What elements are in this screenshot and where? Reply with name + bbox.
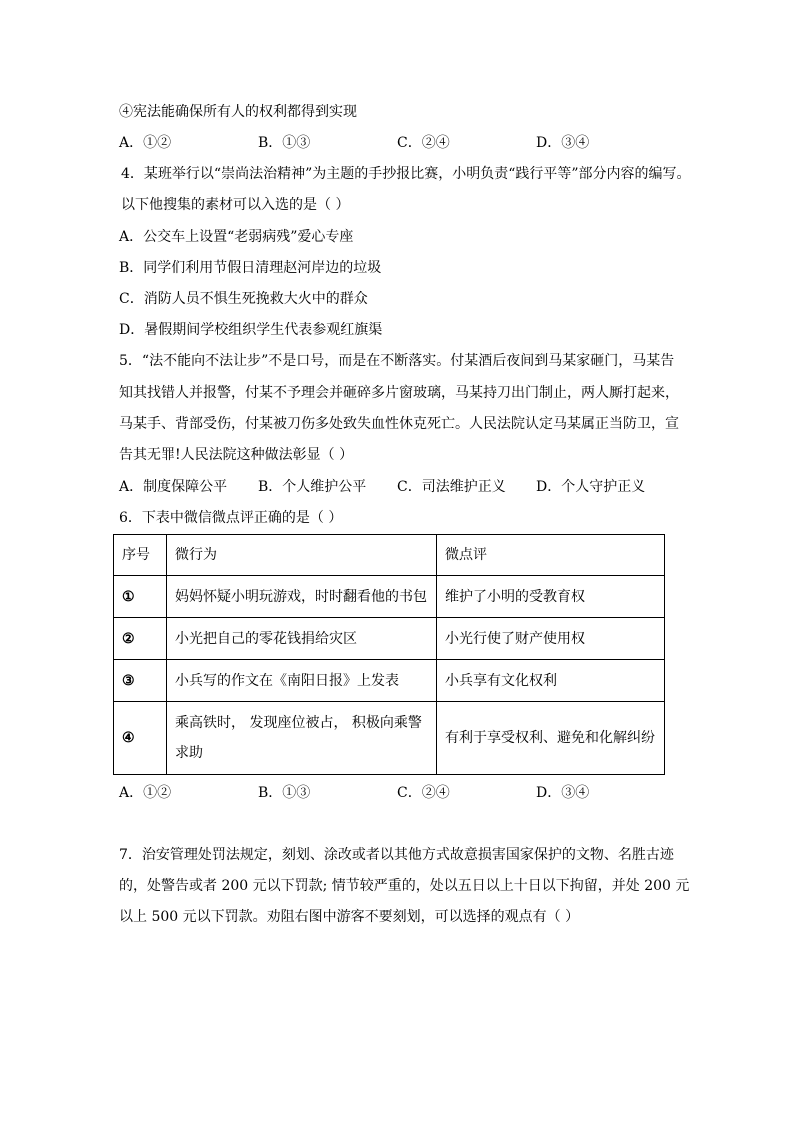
row-no: ①: [114, 576, 167, 618]
table-row: [114, 576, 665, 618]
table-header-row: [114, 535, 665, 576]
q5-stem-line-3: 马某手、背部受伤，付某被刀伤多处致失血性休克死亡。人民法院认定马某属正当防卫，宣: [119, 416, 679, 432]
q6-option-d: D．③④: [536, 785, 590, 801]
q6-option-a: A．①②: [119, 785, 172, 801]
q7-stem-line-1: 7．治安管理处罚法规定，刻划、涂改或者以其他方式故意损害国家保护的文物、名胜古迹: [119, 847, 674, 863]
q5-option-a: A．制度保障公平: [119, 479, 228, 495]
row-comment: 小光行使了财产使用权: [437, 618, 665, 660]
row-no: ②: [114, 618, 167, 660]
row-act: 乘高铁时， 发现座位被占， 积极向乘警求助: [167, 702, 437, 775]
q6-option-c: C．②④: [397, 785, 450, 801]
row-comment: 维护了小明的受教育权: [437, 576, 665, 618]
q5-stem-line-1: 5．“法不能向不法让步”不是口号，而是在不断落实。付某酒后夜间到马某家砸门，马某告: [119, 353, 675, 369]
row-act: 小兵写的作文在《南阳日报》上发表: [167, 660, 437, 702]
q6-stem: 6．下表中微信微点评正确的是（ ）: [119, 510, 343, 526]
row-comment: 小兵享有文化权利: [437, 660, 665, 702]
q4-stem-line-2: 以下他搜集的素材可以入选的是（ ）: [121, 197, 350, 213]
header-comment: 微点评: [437, 535, 665, 576]
q4-option-b: B．同学们利用节假日清理赵河岸边的垃圾: [119, 260, 382, 276]
q5-option-b: B．个人维护公平: [258, 479, 367, 495]
header-act: 微行为: [167, 535, 437, 576]
q4-option-a: A．公交车上设置“老弱病残”爱心专座: [119, 229, 354, 245]
q3-option-b: B．①③: [258, 135, 311, 151]
q4-option-c: C．消防人员不惧生死挽救大火中的群众: [119, 291, 368, 307]
q3-option-c: C．②④: [397, 135, 450, 151]
q6-table: [113, 534, 665, 775]
q5-option-c: C．司法维护正义: [397, 479, 506, 495]
row-no: ③: [114, 660, 167, 702]
row-act: 妈妈怀疑小明玩游戏，时时翻看他的书包: [167, 576, 437, 618]
q3-option-a: A．①②: [119, 135, 172, 151]
q4-option-d: D．暑假期间学校组织学生代表参观红旗渠: [119, 322, 383, 338]
table-row: [114, 660, 665, 702]
row-comment: 有利于享受权利、避免和化解纠纷: [437, 702, 665, 775]
header-no: 序号: [114, 535, 167, 576]
q6-option-b: B．①③: [258, 785, 311, 801]
q4-stem-line-1: 4．某班举行以“崇尚法治精神”为主题的手抄报比赛，小明负责“践行平等”部分内容的编写。: [121, 166, 691, 182]
q7-stem-line-2: 的，处警告或者 200 元以下罚款; 情节较严重的，处以五日以上十日以下拘留，并处 200 元: [119, 878, 690, 894]
q7-stem-line-3: 以上 500 元以下罚款。劝阻右图中游客不要刻划，可以选择的观点有（ ）: [119, 909, 580, 925]
q5-option-d: D．个人守护正义: [536, 479, 646, 495]
q3-statement-4: ④宪法能确保所有人的权利都得到实现: [119, 104, 357, 120]
q5-stem-line-4: 告其无罪!人民法院这种做法彰显（ ）: [119, 447, 354, 463]
q5-stem-line-2: 知其找错人并报警，付某不予理会并砸碎多片窗玻璃，马某持刀出门制止，两人厮打起来，: [119, 385, 679, 401]
table-row: [114, 618, 665, 660]
table-row: [114, 702, 665, 775]
row-act: 小光把自己的零花钱捐给灾区: [167, 618, 437, 660]
q3-option-d: D．③④: [536, 135, 590, 151]
row-no: ④: [114, 702, 167, 775]
